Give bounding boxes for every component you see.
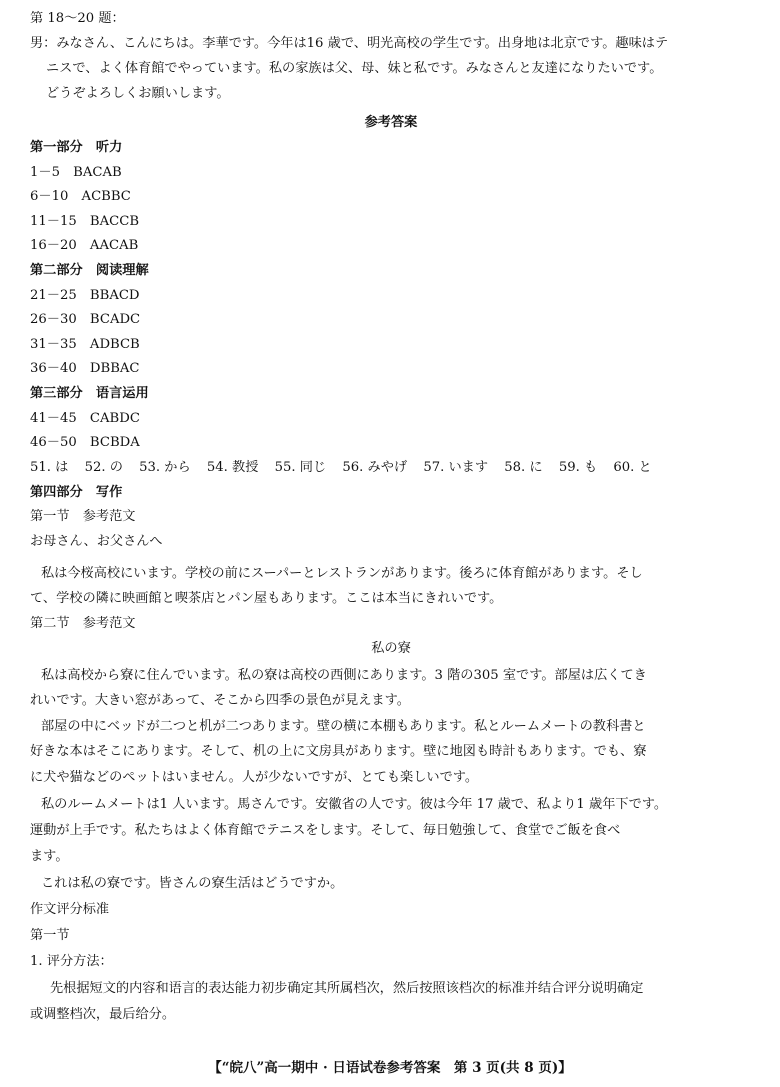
essay-line: て、学校の隣に映画館と喫茶店とパン屋もあります。ここは本当にきれいです。 xyxy=(30,591,503,606)
section1-title: 第一节 参考范文 xyxy=(30,509,136,524)
script-line: どうぞよろしくお願いします。 xyxy=(46,86,230,101)
grading-section: 第一节 xyxy=(30,928,70,943)
part3-title: 第三部分 语言运用 xyxy=(30,386,149,401)
answer-row: 26－30 BCADC xyxy=(30,312,141,327)
essay-line: ます。 xyxy=(30,849,69,864)
answer-row: 16－20 AACAB xyxy=(30,238,139,253)
answer-key-title: 参考答案 xyxy=(364,115,418,130)
fill-answer: 51. は xyxy=(30,460,69,475)
fill-answer: 58. に xyxy=(504,460,543,475)
essay-line: 私は今桜高校にいます。学校の前にスーパーとレストランがあります。後ろに体育館があります。そし xyxy=(41,566,643,581)
fill-in-answers xyxy=(30,457,652,479)
fill-answer: 59. も xyxy=(558,460,598,475)
fill-answer: 55. 同じ xyxy=(274,460,327,475)
grading-line: 或调整档次，最后给分。 xyxy=(30,1007,176,1022)
fill-answer: 56. みやげ xyxy=(342,460,408,475)
part2-title: 第二部分 阅读理解 xyxy=(30,263,149,278)
section2-title: 第二节 参考范文 xyxy=(30,616,136,631)
answer-row: 6－10 ACBBC xyxy=(30,189,131,204)
part1-title: 第一部分 听力 xyxy=(30,140,123,155)
essay-title: 私の寮 xyxy=(371,641,411,656)
answer-row: 41－45 CABDC xyxy=(30,411,140,426)
grading-item: 1. 评分方法： xyxy=(30,954,113,969)
essay-line: 私のルームメートは1 人います。馬さんです。安徽省の人です。彼は今年 17 歳で、私より1 歳年下です。 xyxy=(41,797,668,812)
answer-row: 31－35 ADBCB xyxy=(30,337,140,352)
essay-line: れいです。大きい窓があって、そこから四季の景色が見えます。 xyxy=(30,693,410,708)
essay-line: これは私の寮です。皆さんの寮生活はどうですか。 xyxy=(41,876,344,891)
letter-salutation: お母さん、お父さんへ xyxy=(30,534,163,549)
answer-row: 21－25 BBACD xyxy=(30,288,140,303)
grading-line: 先根据短文的内容和语言的表达能力初步确定其所属档次，然后按照该档次的标准并结合评分说明确定 xyxy=(50,981,644,996)
fill-answer: 54. 教授 xyxy=(206,460,259,475)
grading-title: 作文评分标准 xyxy=(30,902,110,917)
essay-line: 部屋の中にベッドが二つと机が二つあります。壁の横に本棚もあります。私とルームメートの教科書と xyxy=(41,719,646,734)
answer-row: 46－50 BCBDA xyxy=(30,435,140,450)
fill-answer: 52. の xyxy=(84,460,123,475)
essay-line: 私は高校から寮に住んでいます。私の寮は高校の西側にあります。3 階の305 室です。部屋は広くてき xyxy=(41,668,647,683)
answer-row: 1－5 BACAB xyxy=(30,165,122,180)
answer-row: 36－40 DBBAC xyxy=(30,361,140,376)
essay-line: 好きな本はそこにあります。そして、机の上に文房具があります。壁に地図も時計もあります。でも、寮 xyxy=(30,744,647,759)
essay-line: に犬や猫などのペットはいません。人が少ないですが、とても楽しいです。 xyxy=(30,770,479,785)
script-line: ニスで、よく体育館でやっています。私の家族は父、母、妹と私です。みなさんと友達になりたいです。 xyxy=(46,61,663,76)
page-footer: 【“皖八”高一期中 · 日语试卷参考答案 第 3 页(共 8 页)】 xyxy=(208,1060,572,1076)
fill-answer: 53. から xyxy=(139,460,191,475)
essay-line: 運動が上手です。私たちはよく体育館でテニスをします。そして、毎日勉強して、食堂でご飯を食べ xyxy=(30,823,621,838)
part4-title: 第四部分 写作 xyxy=(30,485,123,500)
script-heading: 第 18～20 题： xyxy=(30,11,125,26)
fill-answer: 60. と xyxy=(613,460,652,475)
fill-answer: 57. います xyxy=(423,460,489,475)
script-line: 男：みなさん、こんにちは。李華です。今年は16 歳で、明光高校の学生です。出身地は北京です。趣味はテ xyxy=(30,36,669,51)
answer-row: 11－15 BACCB xyxy=(30,214,140,229)
